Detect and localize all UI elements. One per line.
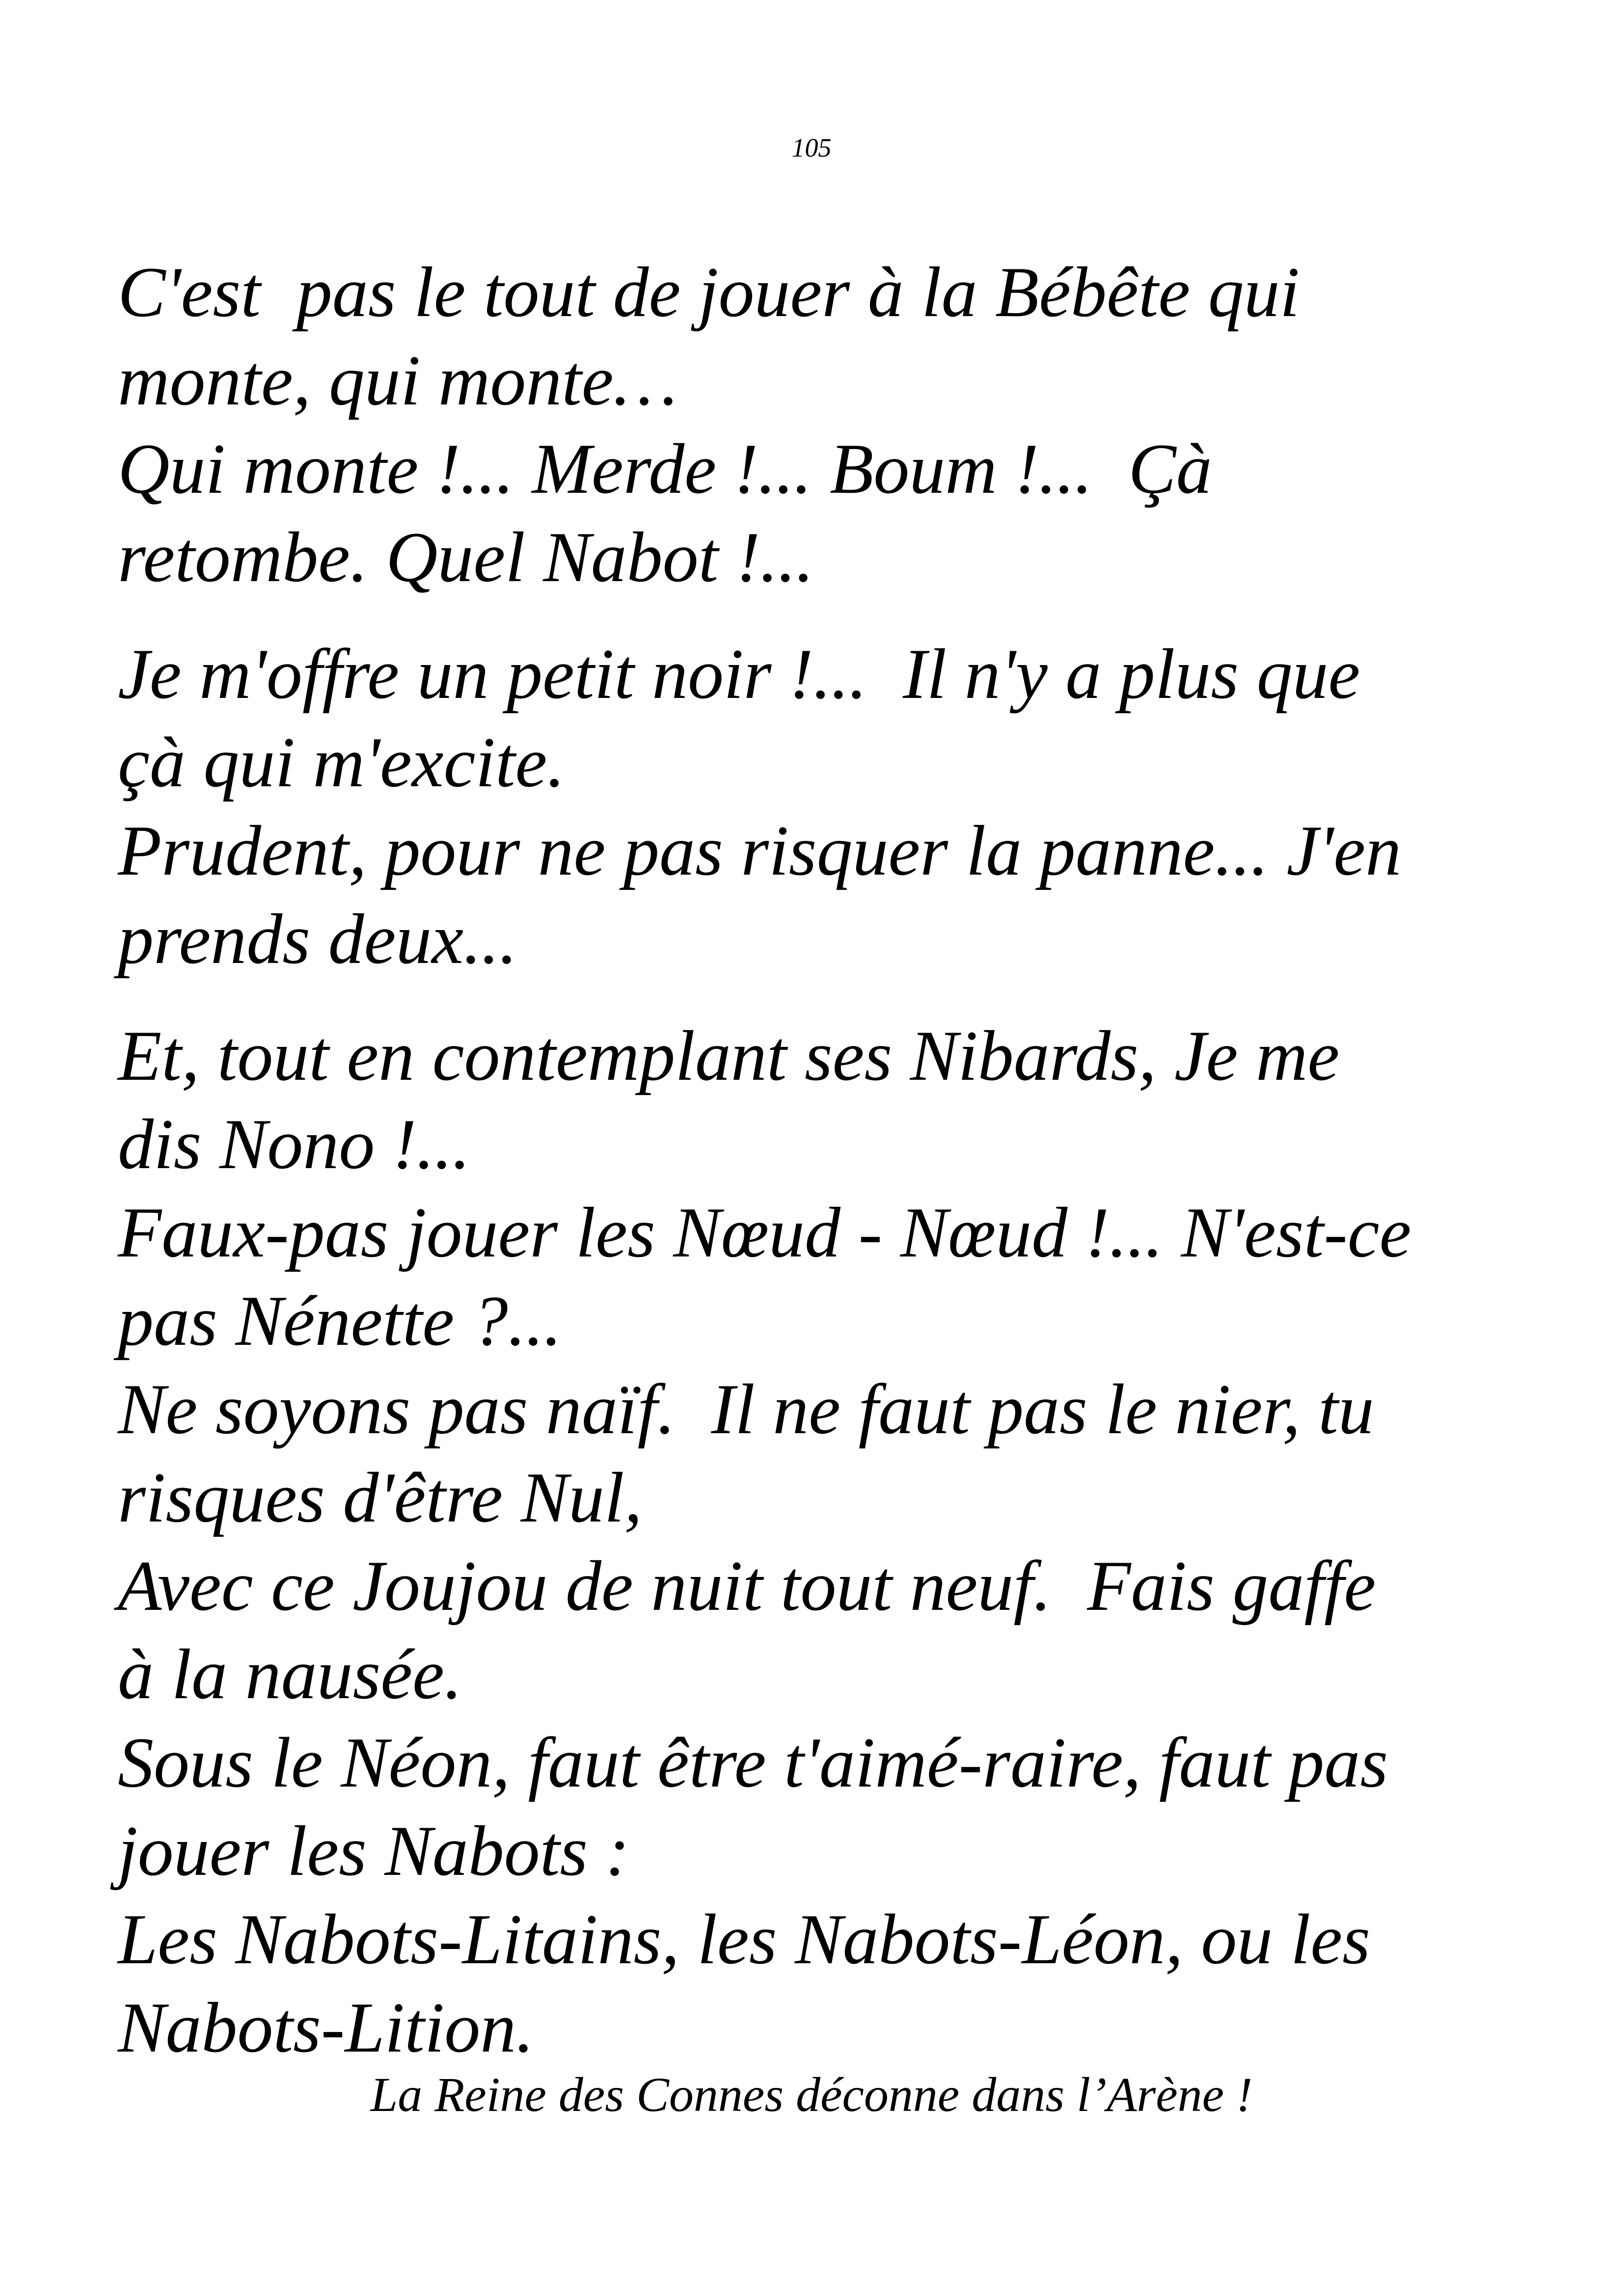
poem-line: Qui monte !... Merde !... Boum !... Çà [118,429,1212,508]
stanza-2 [118,630,1532,983]
poem-line: Les Nabots-Litains, les Nabots-Léon, ou les [118,1899,1371,1979]
poem-line: Et, tout en contemplant ses Nibards, Je me [118,1016,1340,1095]
page-footer: La Reine des Connes déconne dans l’Arène ! [370,2067,1253,2122]
poem-line: Avec ce Joujou de nuit tout neuf. Fais gaffe [118,1546,1376,1626]
poem-line: Faux-pas jouer les Nœud - Nœud !... N'est-ce [118,1193,1411,1272]
page-number: 105 [791,133,832,162]
poem-line: Prudent, pour ne pas risquer la panne... J'en [118,811,1402,890]
poem-line: çà qui m'excite. [118,722,565,802]
poem-line: Je m'offre un petit noir !... Il n'y a plus que [118,634,1360,714]
poem-line: à la nausée. [118,1634,462,1714]
poem-line: C'est pas le tout de jouer à la Bébête qui [118,252,1300,332]
poem-line: prends deux... [118,899,517,979]
poem-line: Sous le Néon, faut être t'aimé-raire, faut pas [118,1723,1388,1802]
poem-line: jouer les Nabots : [118,1811,630,1891]
poem-line: Nabots-Lition. [118,1988,534,2067]
poem-line: retombe. Quel Nabot !... [118,517,814,597]
stanza-1 [118,248,1532,601]
poem-body [118,248,1532,2100]
poem-line: risques d'être Nul, [118,1458,643,1537]
poem-line: dis Nono !... [118,1104,470,1184]
stanza-3 [118,1012,1532,2072]
poem-line: monte, qui monte… [118,341,677,420]
poem-line: pas Nénette ?... [118,1281,562,1361]
poem-line: Ne soyons pas naïf. Il ne faut pas le nier, tu [118,1369,1374,1449]
